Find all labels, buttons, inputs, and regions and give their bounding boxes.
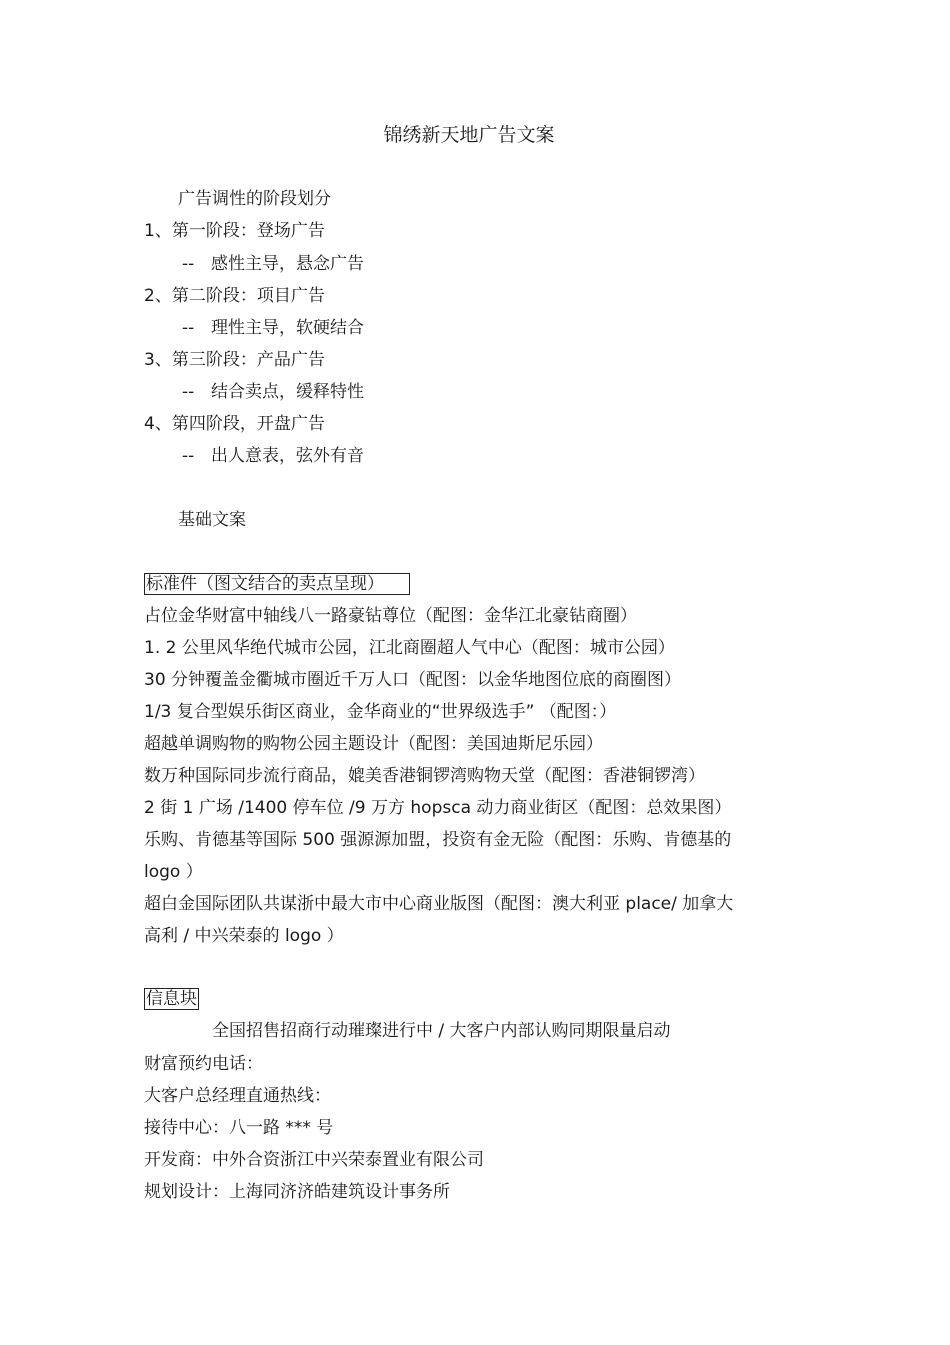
stage-1-label: 1、第一阶段：登场广告 bbox=[144, 221, 325, 241]
stages-heading: 广告调性的阶段划分 bbox=[178, 189, 331, 209]
stage-4-label: 4、第四阶段，开盘广告 bbox=[144, 414, 325, 434]
basic-line: 2 街 1 广场 /1400 停车位 /9 万方 hopsca 动力商业街区（配图：总效果图） bbox=[144, 798, 732, 818]
document-title: 锦绣新天地广告文案 bbox=[383, 124, 555, 146]
info-slogan: 全国招售招商行动璀璨进行中 / 大客户内部认购同期限量启动 bbox=[212, 1021, 671, 1041]
basic-line: logo ） bbox=[144, 862, 203, 882]
info-line: 接待中心：八一路 *** 号 bbox=[144, 1118, 334, 1138]
info-label: 信息块 bbox=[146, 989, 197, 1009]
basic-line: 1. 2 公里风华绝代城市公园，江北商圈超人气中心（配图：城市公园） bbox=[144, 638, 675, 658]
stage-4-detail: -- 出人意表，弦外有音 bbox=[182, 446, 364, 466]
basic-line: 高利 / 中兴荣泰的 logo ） bbox=[144, 926, 344, 946]
stage-2-detail: -- 理性主导，软硬结合 bbox=[182, 318, 364, 338]
dash-marker: -- bbox=[182, 254, 195, 274]
stage-3-label: 3、第三阶段：产品广告 bbox=[144, 350, 325, 370]
info-line: 财富预约电话： bbox=[144, 1054, 263, 1074]
standard-label-box bbox=[144, 573, 410, 595]
basic-line: 1/3 复合型娱乐街区商业，金华商业的“世界级选手” （配图：） bbox=[144, 702, 617, 722]
stage-2-label: 2、第二阶段：项目广告 bbox=[144, 286, 325, 306]
basic-line: 30 分钟覆盖金衢城市圈近千万人口（配图：以金华地图位底的商圈图） bbox=[144, 670, 682, 690]
basic-line: 占位金华财富中轴线八一路豪钻尊位（配图：金华江北豪钻商圈） bbox=[144, 606, 637, 626]
basic-line: 乐购、肯德基等国际 500 强源源加盟，投资有金无险（配图：乐购、肯德基的 bbox=[144, 830, 732, 850]
info-label-box bbox=[144, 989, 199, 1009]
stage-3-detail: -- 结合卖点，缓释特性 bbox=[182, 382, 364, 402]
basic-heading: 基础文案 bbox=[178, 510, 246, 530]
info-line: 规划设计：上海同济济皓建筑设计事务所 bbox=[144, 1182, 450, 1202]
info-line: 大客户总经理直通热线： bbox=[144, 1086, 331, 1106]
dash-marker: -- bbox=[182, 446, 195, 466]
dash-marker: -- bbox=[182, 382, 195, 402]
info-line: 开发商：中外合资浙江中兴荣泰置业有限公司 bbox=[144, 1150, 484, 1170]
dash-marker: -- bbox=[182, 318, 195, 338]
stage-1-detail: -- 感性主导，悬念广告 bbox=[182, 254, 364, 274]
basic-line: 超越单调购物的购物公园主题设计（配图：美国迪斯尼乐园） bbox=[144, 734, 603, 754]
standard-label: 标准件（图文结合的卖点呈现） bbox=[144, 573, 410, 595]
basic-line: 数万种国际同步流行商品，媲美香港铜锣湾购物天堂（配图：香港铜锣湾） bbox=[144, 766, 705, 786]
basic-line: 超白金国际团队共谋浙中最大市中心商业版图（配图：澳大利亚 place/ 加拿大 bbox=[144, 894, 734, 914]
